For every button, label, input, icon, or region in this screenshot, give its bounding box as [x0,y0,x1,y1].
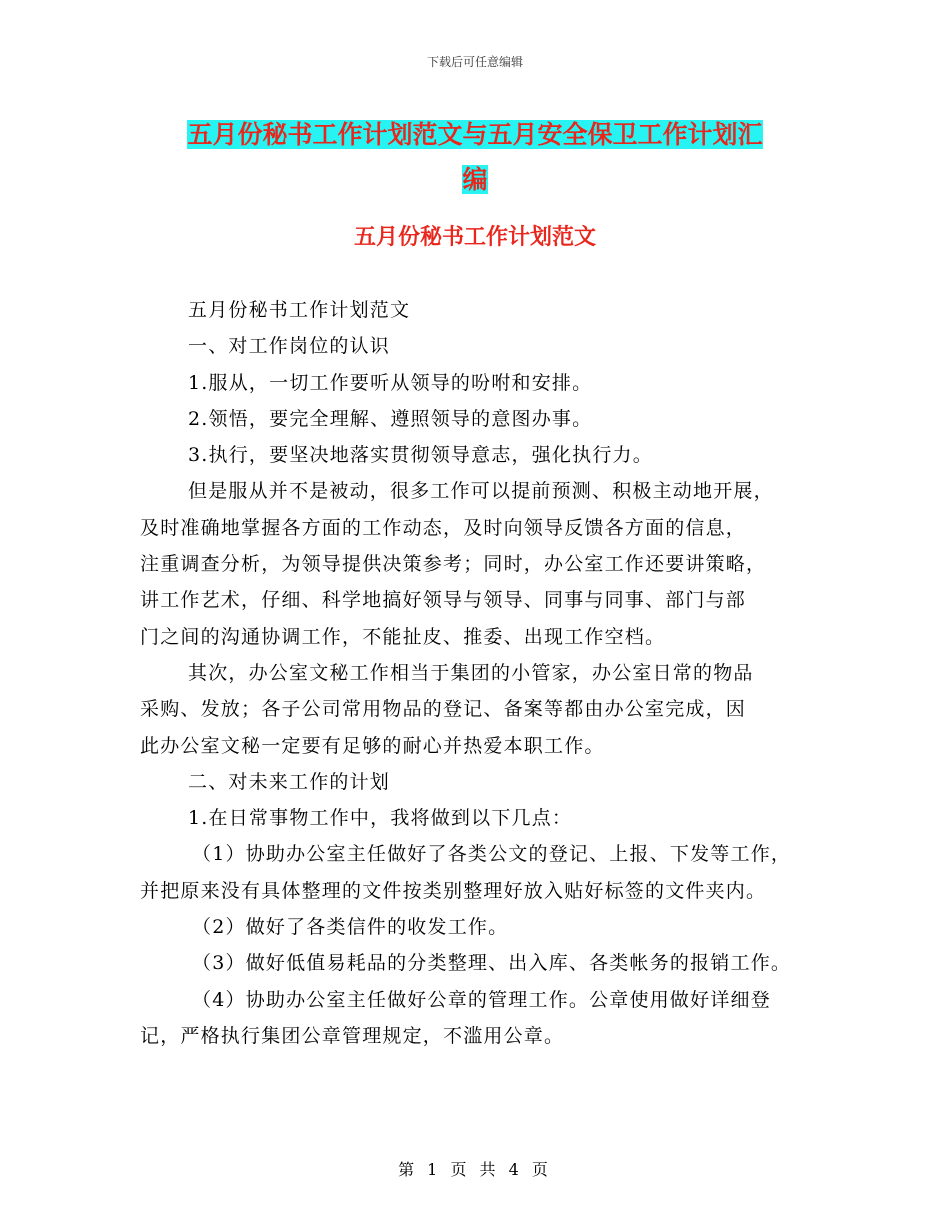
paragraph-line: （4）协助办公室主任做好公章的管理工作。公章使用做好详细登 [192,988,771,1011]
paragraph-line: 门之间的沟通协调工作，不能扯皮、推委、出现工作空档。 [140,625,666,648]
paragraph-line: 注重调查分析，为领导提供决策参考；同时，办公室工作还要讲策略， [140,553,767,576]
header-note: 下载后可任意编辑 [426,55,523,69]
title-line-1: 五月份秘书工作计划范文与五月安全保卫工作计划汇 [187,120,763,149]
paragraph-line: 采购、发放；各子公司常用物品的登记、备案等都由办公室完成，因 [140,698,747,721]
document-title [0,112,950,202]
paragraph-line: 二、对未来工作的计划 [188,770,391,793]
paragraph-line: 并把原来没有具体整理的文件按类别整理好放入贴好标签的文件夹内。 [140,879,767,902]
paragraph-line: 3.执行，要坚决地落实贯彻领导意志，强化执行力。 [188,444,653,467]
paragraph-line: 此办公室文秘一定要有足够的耐心并热爱本职工作。 [140,734,605,757]
paragraph-line: （2）做好了各类信件的收发工作。 [192,916,509,939]
page-footer: 第 1 页 共 4 页 [398,1160,552,1179]
title-line-2: 编 [462,165,488,194]
paragraph-line: （1）协助办公室主任做好了各类公文的登记、上报、下发等工作， [192,843,792,866]
paragraph-line: 及时准确地掌握各方面的工作动态，及时向领导反馈各方面的信息， [140,516,747,539]
paragraph-line: 记，严格执行集团公章管理规定，不滥用公章。 [140,1024,565,1047]
paragraph-line: 讲工作艺术，仔细、科学地搞好领导与领导、同事与同事、部门与部 [140,589,747,612]
paragraph-line: 1.服从，一切工作要听从领导的吩咐和安排。 [188,371,593,394]
paragraph-line: 但是服从并不是被动，很多工作可以提前预测、积极主动地开展， [188,480,774,503]
paragraph-line: （3）做好低值易耗品的分类整理、出入库、各类帐务的报销工作。 [192,952,792,975]
paragraph-line: 五月份秘书工作计划范文 [188,299,411,321]
body-text [140,292,820,1054]
section-title: 五月份秘书工作计划范文 [353,225,596,250]
paragraph-line: 一、对工作岗位的认识 [188,335,391,358]
paragraph-line: 1.在日常事物工作中，我将做到以下几点： [188,807,573,830]
paragraph-line: 2.领悟，要完全理解、遵照领导的意图办事。 [188,407,593,430]
paragraph-line: 其次，办公室文秘工作相当于集团的小管家，办公室日常的物品 [188,661,754,684]
